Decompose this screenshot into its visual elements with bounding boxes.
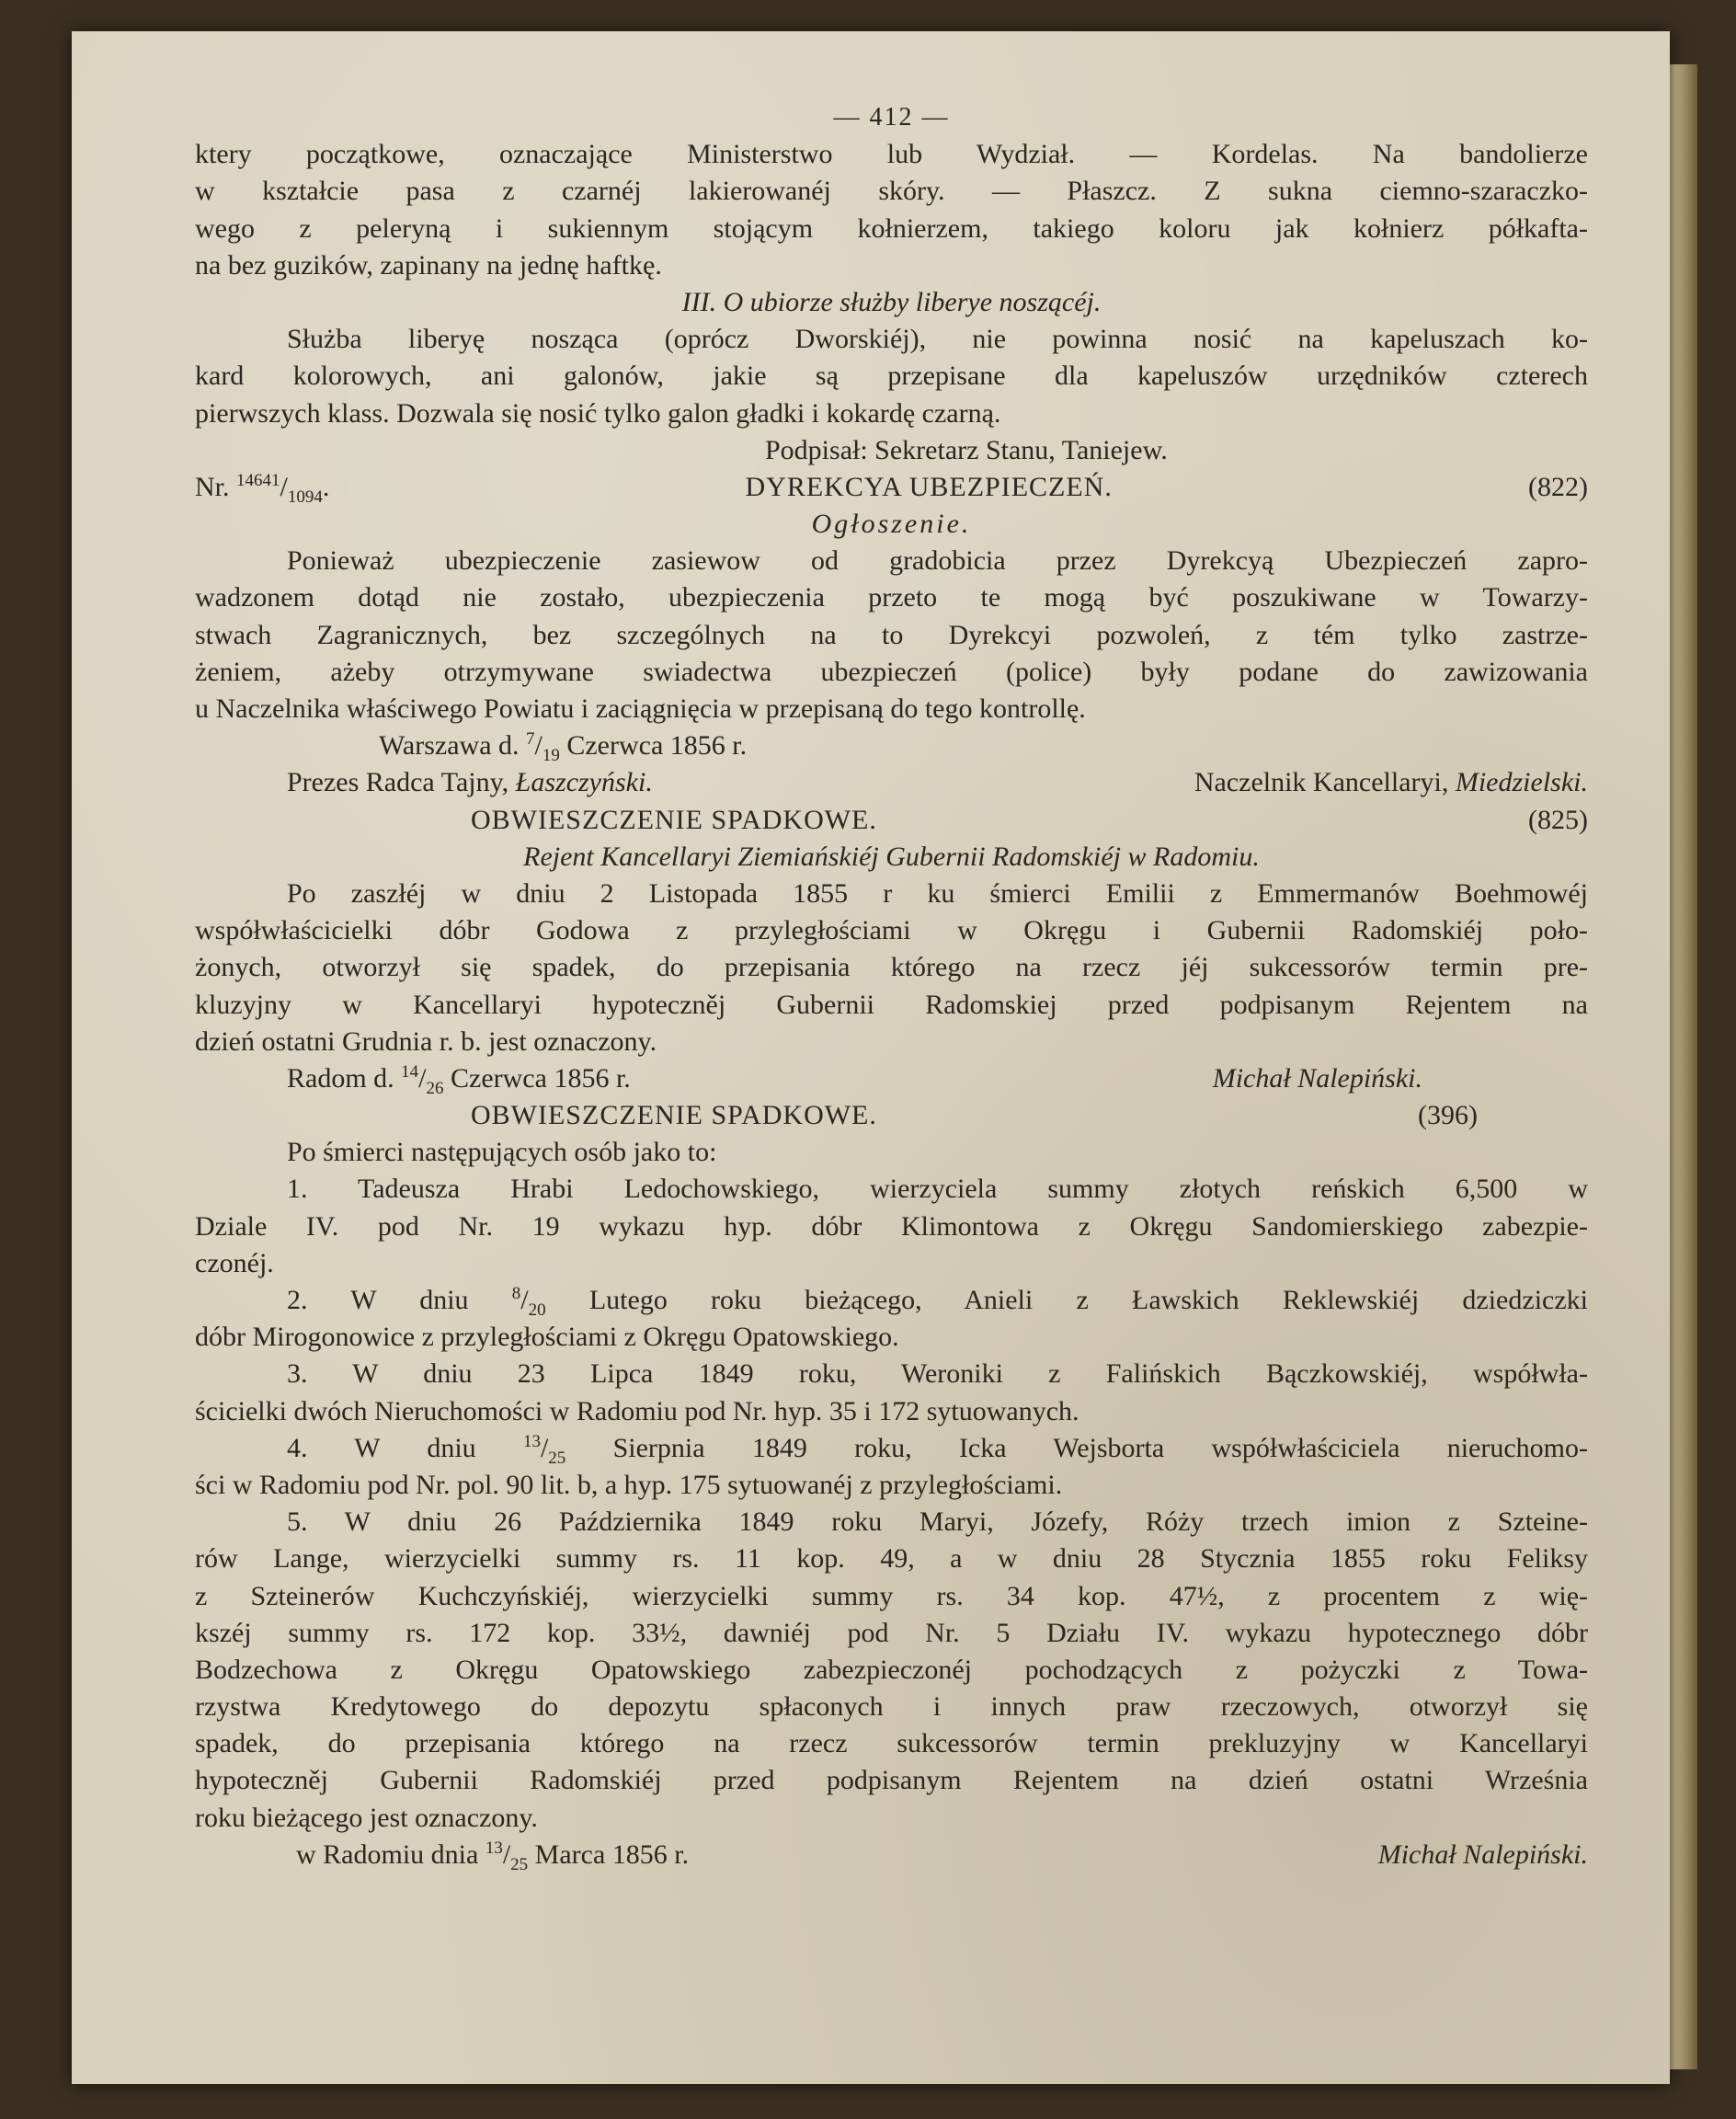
notice-header-obwieszczenie-1 (195, 802, 1588, 839)
signature: Michał Nalepiński. (1377, 1838, 1588, 1870)
text-line: stwach Zagranicznych, bez szczególnych na to Dyrekcyi pozwoleń, z tém tylko zastrze- (195, 619, 1588, 650)
signature-naczelnik: Naczelnik Kancellaryi, Miedzielski. (1194, 767, 1588, 798)
notice-header-obwieszczenie-2 (195, 1097, 1588, 1134)
text-line: Służba liberyę nosząca (oprócz Dworskiéj), nie powinna nosić na kapeluszach ko- (287, 324, 1588, 355)
text-line: Ponieważ ubezpieczenie zasiewow od gradobicia przez Dyrekcyą Ubezpieczeń zapro- (287, 545, 1588, 577)
text-line: żonych, otworzył się spadek, do przepisania którego na rzecz jéj sukcessorów termin pre- (195, 952, 1588, 983)
signature-prezes: Prezes Radca Tajny, Łaszczyński. (287, 767, 653, 798)
text-line: z Szteinerów Kuchczyńskiéj, wierzycielki summy rs. 34 kop. 47½, z procentem z wię- (195, 1580, 1588, 1611)
text-line: spadek, do przepisania którego na rzecz sukcessorów termin prekluzyjny w Kancellaryi (195, 1728, 1588, 1759)
section-heading: III. O ubiorze służby liberye noszącéj. (681, 286, 1102, 317)
text-line: 1. Tadeusza Hrabi Ledochowskiego, wierzyciela summy złotych reńskich 6,500 w (287, 1174, 1588, 1205)
text-line: Dziale IV. pod Nr. 19 wykazu hyp. dóbr Klimontowa z Okręgu Sandomierskiego zabezpie- (195, 1210, 1588, 1242)
text-line: kard kolorowych, ani galonów, jakie są przepisane dla kapeluszów urzędników czterech (195, 361, 1588, 392)
text-line: roku bieżącego jest oznaczony. (195, 1802, 538, 1833)
text-line: ktery początkowe, oznaczające Ministerstwo lub Wydział. — Kordelas. Na bandolierze (195, 139, 1588, 170)
text-line: 2. W dniu $^8/_{20}$ Lutego roku bieżącego, Anieli z Ławskich Reklewskiéj dziedziczki (287, 1284, 1588, 1320)
notice-header-dyrekcya (195, 469, 1588, 506)
text-line: Po śmierci następujących osób jako to: (287, 1137, 717, 1168)
signature-line: Podpisał: Sekretarz Stanu, Taniejew. (765, 434, 1168, 465)
text-line: rzystwa Kredytowego do depozytu spłaconych i innych praw rzeczowych, otworzył się (195, 1691, 1588, 1723)
notice-code: (822) (1528, 471, 1588, 502)
date-signature-row (195, 1060, 1588, 1097)
notice-title: OBWIESZCZENIE SPADKOWE. (471, 1100, 877, 1131)
text-line: pierwszych klass. Dozwala się nosić tylko galon gładki i kokardę czarną. (195, 397, 1001, 429)
text-line: w kształcie pasa z czarnéj lakierowanéj skóry. — Płaszcz. Z sukna ciemno-szaraczko- (195, 176, 1588, 207)
date-line: w Radomiu dnia $^{13}/_{25}$ Marca 1856 r. (296, 1838, 690, 1874)
text-line: ścicielki dwóch Nieruchomości w Radomiu pod Nr. hyp. 35 i 172 sytuowanych. (195, 1395, 1079, 1426)
text-line: 4. W dniu $^{13}/_{25}$ Sierpnia 1849 roku, Icka Wejsborta współwłaściciela nieruchomo- (287, 1431, 1588, 1468)
signature: Michał Nalepiński. (1212, 1062, 1422, 1094)
notice-code: (396) (1418, 1100, 1478, 1131)
text-line: Po zaszłéj w dniu 2 Listopada 1855 r ku śmierci Emilii z Emmermanów Boehmowéj (287, 877, 1588, 909)
text-line: Bodzechowa z Okręgu Opatowskiego zabezpieczonéj pochodzących z pożyczki z Towa- (195, 1654, 1588, 1685)
text-line: dzień ostatni Grudnia r. b. jest oznaczony. (195, 1025, 657, 1057)
text-line: kluzyjny w Kancellaryi hypoteczněj Gubernii Radomskiej przed podpisanym Rejentem na (195, 989, 1588, 1020)
text-line: czonéj. (195, 1247, 274, 1278)
notice-code: (825) (1528, 804, 1588, 835)
notice-subtitle: Rejent Kancellaryi Ziemiańskiéj Gubernii Radomskiéj w Radomiu. (523, 841, 1260, 872)
text-line: ści w Radomiu pod Nr. pol. 90 lit. b, a hyp. 175 sytuowanéj z przyległościami. (195, 1469, 1063, 1500)
signatures-row (195, 764, 1588, 801)
text-line: żeniem, ażeby otrzymywane swiadectwa ubezpieczeń (police) były podane do zawizowania (195, 656, 1588, 687)
text-line: wadzonem dotąd nie zostało, ubezpieczenia przeto te mogą być poszukiwane w Towarzy- (195, 582, 1588, 613)
document-text (195, 99, 1588, 1873)
notice-subtitle: Ogłoszenie. (811, 509, 972, 540)
text-line: 3. W dniu 23 Lipca 1849 roku, Weroniki z Falińskich Bączkowskiéj, współwła- (287, 1358, 1588, 1390)
text-line: rów Lange, wierzycielki summy rs. 11 kop. 49, a w dniu 28 Stycznia 1855 roku Feliksy (195, 1543, 1588, 1575)
final-date-signature-row (195, 1837, 1588, 1873)
text-line: współwłaścicielki dóbr Godowa z przyległościami w Okręgu i Gubernii Radomskiéj poło- (195, 915, 1588, 946)
text-line: dóbr Mirogonowice z przyległościami z Okręgu Opatowskiego. (195, 1322, 899, 1353)
text-line: hypoteczněj Gubernii Radomskiéj przed podpisanym Rejentem na dzień ostatni Września (195, 1765, 1588, 1796)
text-line: 5. W dniu 26 Października 1849 roku Maryi, Józefy, Róży trzech imion z Szteine- (287, 1506, 1588, 1538)
text-line: wego z peleryną i sukiennym stojącym kołnierzem, takiego koloru jak kołnierz półkafta- (195, 212, 1588, 244)
page-number: — 412 — (833, 103, 950, 132)
text-line: kszéj summy rs. 172 kop. 33½, dawniéj pod Nr. 5 Działu IV. wykazu hypotecznego dóbr (195, 1617, 1588, 1648)
notice-title: DYREKCYA UBEZPIECZEŃ. (745, 471, 1113, 502)
text-line: na bez guzików, zapinany na jednę haftkę. (195, 249, 662, 281)
date-line: Radom d. $^{14}/_{26}$ Czerwca 1856 r. (287, 1061, 631, 1098)
text-line: u Naczelnika właściwego Powiatu i zaciągnięcia w przepisaną do tego kontrollę. (195, 693, 1086, 724)
date-line: Warszawa d. $^7/_{19}$ Czerwca 1856 r. (379, 729, 748, 766)
notice-number: Nr. $^{14641}/_{1094}$. (195, 470, 330, 507)
notice-title: OBWIESZCZENIE SPADKOWE. (471, 804, 877, 835)
